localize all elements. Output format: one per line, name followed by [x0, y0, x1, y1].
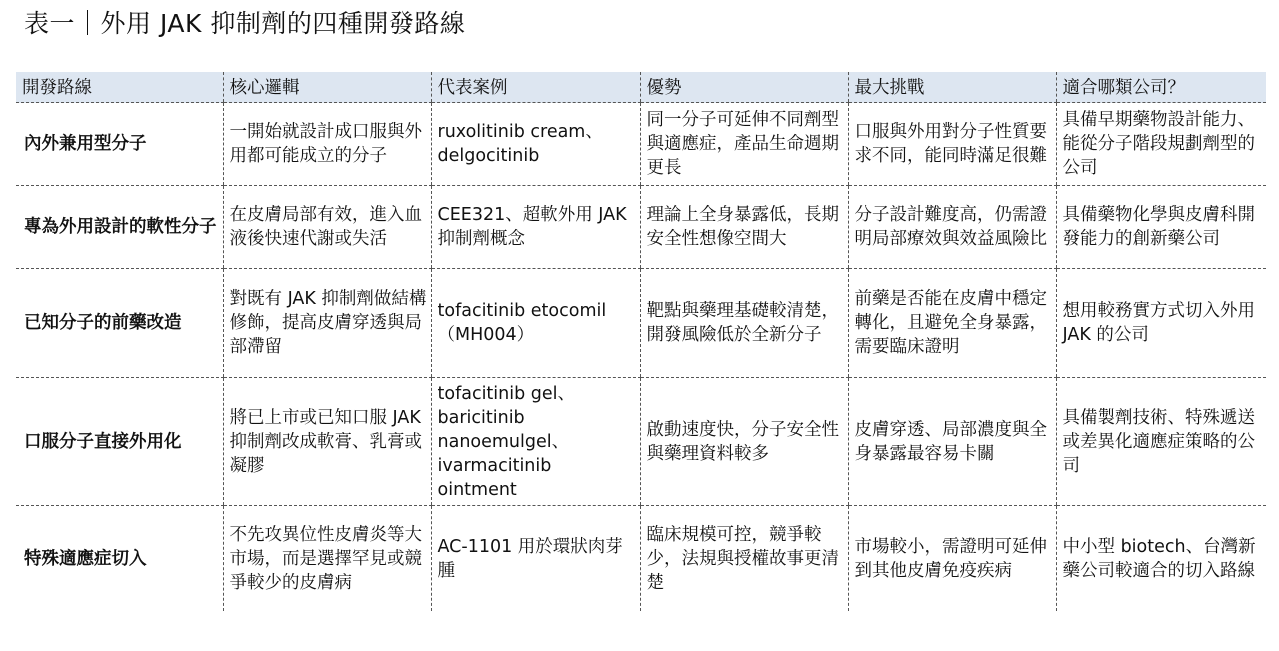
- company-cell: 具備早期藥物設計能力、能從分子階段規劃劑型的公司: [1056, 103, 1266, 186]
- route-cell: 專為外用設計的軟性分子: [16, 186, 223, 269]
- company-cell: 中小型 biotech、台灣新藥公司較適合的切入路線: [1056, 506, 1266, 612]
- table-row: [16, 269, 1266, 378]
- logic-cell: 在皮膚局部有效，進入血液後快速代謝或失活: [223, 186, 431, 269]
- advantage-cell: 理論上全身暴露低，長期安全性想像空間大: [640, 186, 848, 269]
- development-routes-table: [16, 72, 1266, 611]
- company-cell: 具備藥物化學與皮膚科開發能力的創新藥公司: [1056, 186, 1266, 269]
- column-header-advantage: 優勢: [640, 72, 848, 103]
- advantage-cell: 臨床規模可控，競爭較少，法規與授權故事更清楚: [640, 506, 848, 612]
- route-cell: 口服分子直接外用化: [16, 378, 223, 506]
- route-cell: 內外兼用型分子: [16, 103, 223, 186]
- example-cell: CEE321、超軟外用 JAK 抑制劑概念: [431, 186, 640, 269]
- example-cell: tofacitinib etocomil（MH004）: [431, 269, 640, 378]
- table-row: [16, 378, 1266, 506]
- challenge-cell: 皮膚穿透、局部濃度與全身暴露最容易卡關: [848, 378, 1056, 506]
- example-cell: tofacitinib gel、baricitinib nanoemulgel、ivarmacitinib ointment: [431, 378, 640, 506]
- example-cell: ruxolitinib cream、delgocitinib: [431, 103, 640, 186]
- example-cell: AC-1101 用於環狀肉芽腫: [431, 506, 640, 612]
- logic-cell: 將已上市或已知口服 JAK 抑制劑改成軟膏、乳膏或凝膠: [223, 378, 431, 506]
- table-row: [16, 103, 1266, 186]
- column-header-company: 適合哪類公司？: [1056, 72, 1266, 103]
- column-header-logic: 核心邏輯: [223, 72, 431, 103]
- challenge-cell: 前藥是否能在皮膚中穩定轉化，且避免全身暴露，需要臨床證明: [848, 269, 1056, 378]
- advantage-cell: 啟動速度快，分子安全性與藥理資料較多: [640, 378, 848, 506]
- challenge-cell: 市場較小，需證明可延伸到其他皮膚免疫疾病: [848, 506, 1056, 612]
- advantage-cell: 靶點與藥理基礎較清楚，開發風險低於全新分子: [640, 269, 848, 378]
- table-row: [16, 186, 1266, 269]
- company-cell: 想用較務實方式切入外用 JAK 的公司: [1056, 269, 1266, 378]
- header-row: [16, 72, 1266, 103]
- column-header-example: 代表案例: [431, 72, 640, 103]
- advantage-cell: 同一分子可延伸不同劑型與適應症，產品生命週期更長: [640, 103, 848, 186]
- column-header-challenge: 最大挑戰: [848, 72, 1056, 103]
- column-header-route: 開發路線: [16, 72, 223, 103]
- logic-cell: 一開始就設計成口服與外用都可能成立的分子: [223, 103, 431, 186]
- route-cell: 已知分子的前藥改造: [16, 269, 223, 378]
- table-row: [16, 506, 1266, 612]
- company-cell: 具備製劑技術、特殊遞送或差異化適應症策略的公司: [1056, 378, 1266, 506]
- logic-cell: 對既有 JAK 抑制劑做結構修飾，提高皮膚穿透與局部滯留: [223, 269, 431, 378]
- challenge-cell: 口服與外用對分子性質要求不同，能同時滿足很難: [848, 103, 1056, 186]
- challenge-cell: 分子設計難度高，仍需證明局部療效與效益風險比: [848, 186, 1056, 269]
- logic-cell: 不先攻異位性皮膚炎等大市場，而是選擇罕見或競爭較少的皮膚病: [223, 506, 431, 612]
- route-cell: 特殊適應症切入: [24, 548, 147, 569]
- table-title: 表一｜外用 JAK 抑制劑的四種開發路線: [24, 9, 466, 38]
